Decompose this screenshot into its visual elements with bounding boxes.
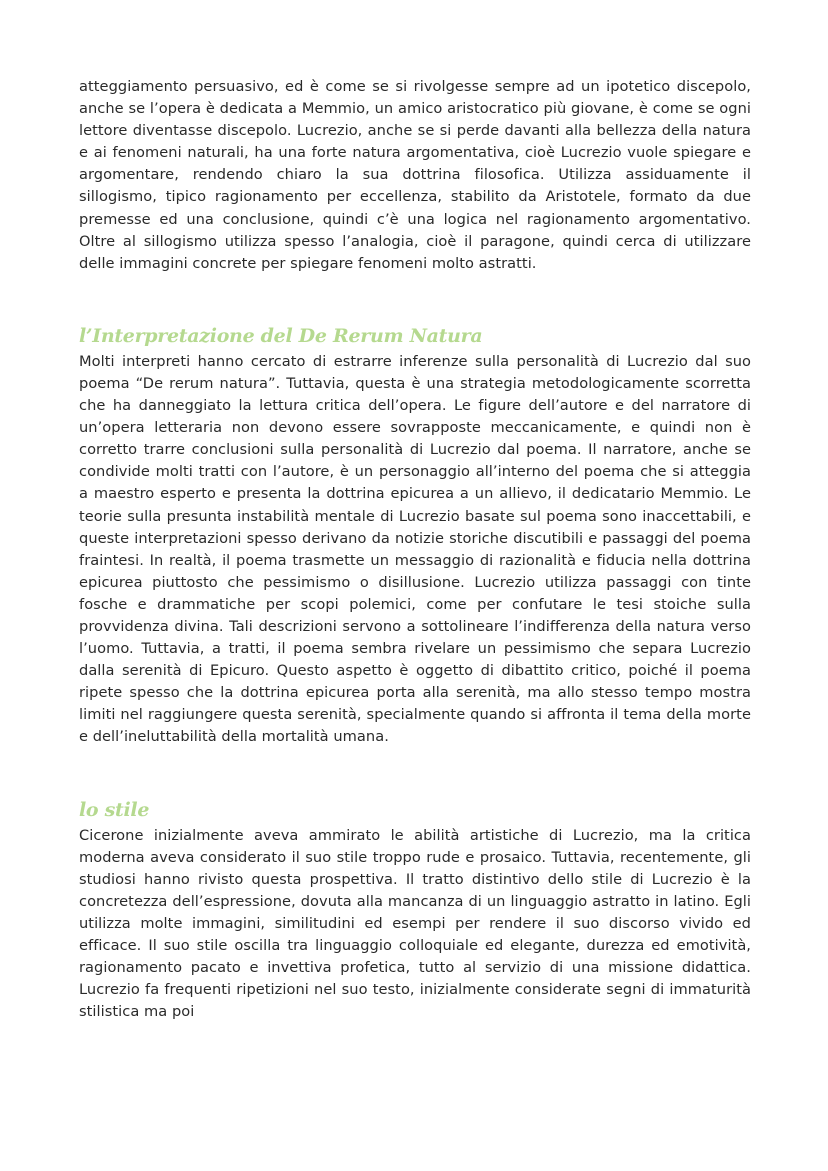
section-heading-interpretazione: l’Interpretazione del De Rerum Natura [79,324,483,347]
stile-paragraph: Cicerone inizialmente aveva ammirato le abilità artistiche di Lucrezio, ma la critica moderna aveva considerato il suo stile troppo rude e prosaico. Tuttavia, recentemente, gli studiosi hanno rivisto questa prospettiva. Il tratto distintivo dello stile di Lucrezio è la concretezza dell’espressione, dovuta alla mancanza di un linguaggio astratto in latino. Egli utilizza molte immagini, similitudini ed esempi per rendere il suo discorso vivido ed efficace. Il suo stile oscilla tra linguaggio colloquiale ed elegante, durezza ed emotività, ragionamento pacato e invettiva profetica, tutto al servizio di una missione didattica. Lucrezio fa frequenti ripetizioni nel suo testo, inizialmente considerate segni di immaturità stilistica ma poi [79,826,751,1021]
interpretazione-paragraph: Molti interpreti hanno cercato di estrarre inferenze sulla personalità di Lucrezio dal suo poema “De rerum natura”. Tuttavia, questa è una strategia metodologicamente scorretta che ha danneggiato la lettura critica dell’opera. Le figure dell’autore e del narratore di un’opera letteraria non devono essere sovrapposte meccanicamente, e quindi non è corretto trarre conclusioni sulla personalità di Lucrezio dal poema. Il narratore, anche se condivide molti tratti con l’autore, è un personaggio all’interno del poema che si atteggia a maestro esperto e presenta la dottrina epicurea a un allievo, il dedicatario Memmio. Le teorie sulla presunta instabilità mentale di Lucrezio basate sul poema sono inaccettabili, e queste interpretazioni spesso derivano da notizie storiche discutibili e passaggi del poema fraintesi. In realtà, il poema trasmette un messaggio di razionalità e fiducia nella dottrina epicurea piuttosto che pessimismo o disillusione. Lucrezio utilizza passaggi con tinte fosche e drammatiche per scopi polemici, come per confutare le tesi stoiche sulla provvidenza divina. Tali descrizioni servono a sottolineare l’indifferenza della natura verso l’uomo. Tuttavia, a tratti, il poema sembra rivelare un pessimismo che separa Lucrezio dalla serenità di Epicuro. Questo aspetto è oggetto di dibattito critico, poiché il poema ripete spesso che la dottrina epicurea porta alla serenità, ma allo stesso tempo mostra limiti nel raggiungere questa serenità, specialmente quando si affronta il tema della morte e dell’ineluttabilità della mortalità umana. [79,352,751,746]
document-page [79,76,751,1023]
section-heading-stile: lo stile [79,798,150,821]
intro-paragraph: atteggiamento persuasivo, ed è come se si rivolgesse sempre ad un ipotetico discepolo, anche se l’opera è dedicata a Memmio, un amico aristocratico più giovane, è come se ogni lettore diventasse discepolo. Lucrezio, anche se si perde davanti alla bellezza della natura e ai fenomeni naturali, ha una forte natura argomentativa, cioè Lucrezio vuole spiegare e argomentare, rendendo chiaro la sua dottrina filosofica. Utilizza assiduamente il sillogismo, tipico ragionamento per eccellenza, stabilito da Aristotele, formato da due premesse ed una conclusione, quindi c’è una logica nel ragionamento argomentativo. Oltre al sillogismo utilizza spesso l’analogia, cioè il paragone, quindi cerca di utilizzare delle immagini concrete per spiegare fenomeni molto astratti. [79,78,751,272]
